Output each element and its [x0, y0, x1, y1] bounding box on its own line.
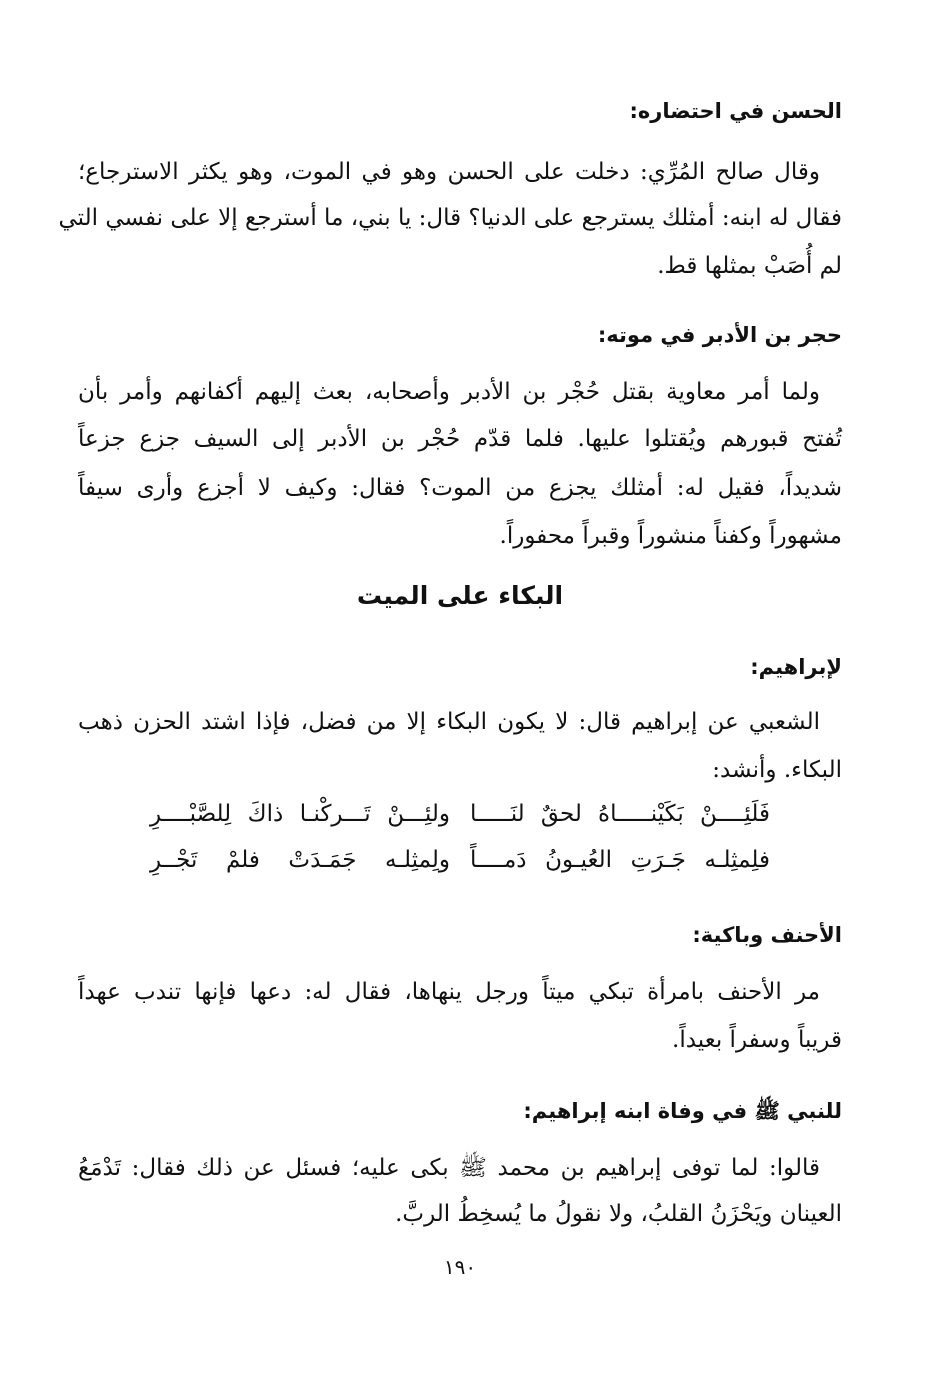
paragraph-line: ولما أمر معاوية بقتل حُجْر بن الأدبر وأصحابه، بعث إليهم أكفانهم وأمر بأن	[78, 379, 820, 405]
paragraph-line: قريباً وسفراً بعيداً.	[672, 1027, 842, 1053]
paragraph-line: البكاء. وأنشد:	[712, 757, 842, 783]
section-heading-hujr: حجر بن الأدبر في موته:	[597, 323, 842, 347]
section-heading-hasan: الحسن في احتضاره:	[629, 99, 842, 123]
paragraph-line: تُفتح قبورهم ويُقتلوا عليها. فلما قدّم حُجْر بن الأدبر إلى السيف جزع جزعاً	[78, 426, 842, 452]
section-heading-ahnaf: الأحنف وباكية:	[692, 923, 842, 947]
verse-hemistich-second: ولِمثِلـه جَمَـدَتْ فلمْ تَجْــرِ	[150, 847, 450, 873]
paragraph-line: مر الأحنف بامرأة تبكي ميتاً ورجل ينهاها، فقال له: دعها فإنها تندب عهداً	[78, 979, 820, 1005]
paragraph-line: الشعبي عن إبراهيم قال: لا يكون البكاء إلا من فضل، فإذا اشتد الحزن ذهب	[78, 709, 820, 735]
paragraph-line: قالوا: لما توفى إبراهيم بن محمد ﷺ بكى عليه؛ فسئل عن ذلك فقال: تَدْمَعُ	[78, 1155, 820, 1181]
verse-hemistich-first: فَلَئِــــنْ بَكَيْنـــــاهُ لحقٌ لنَـــــا	[470, 801, 770, 827]
paragraph-line: وقال صالح المُرِّي: دخلت على الحسن وهو في الموت، وهو يكثر الاسترجاع؛	[78, 159, 820, 185]
paragraph-line: شديداً، فقيل له: أمثلك يجزع من الموت؟ فقال: وكيف لا أجزع وأرى سيفاً	[78, 475, 842, 501]
poem-verse	[150, 840, 770, 880]
verse-hemistich-first: فلِمثِلـه جَـرَتِ العُيـونُ دَمــــاً	[470, 847, 770, 873]
paragraph-line: مشهوراً وكفناً منشوراً وقبراً محفوراً.	[499, 523, 842, 549]
section-heading-prophet: للنبي ﷺ في وفاة ابنه إبراهيم:	[523, 1099, 842, 1123]
paragraph-line: فقال له ابنه: أمثلك يسترجع على الدنيا؟ قال: يا بني، ما أسترجع إلا على نفسي التي	[58, 205, 842, 231]
chapter-title: البكاء على الميت	[356, 581, 564, 610]
page-number: ١٩٠	[443, 1255, 477, 1279]
poem-verse	[150, 794, 770, 834]
verse-hemistich-second: ولئِـــنْ تَـــركْنـا ذاكَ لِلصَّبْــــرِ	[150, 801, 450, 827]
paragraph-line: لم أُصَبْ بمثلها قط.	[657, 253, 842, 279]
book-page	[58, 0, 842, 1379]
paragraph-line: العينان ويَحْزَنُ القلبُ، ولا نقولُ ما يُسخِطُ الربَّ.	[395, 1201, 842, 1227]
section-heading-ibrahim: لإبراهيم:	[750, 655, 842, 679]
